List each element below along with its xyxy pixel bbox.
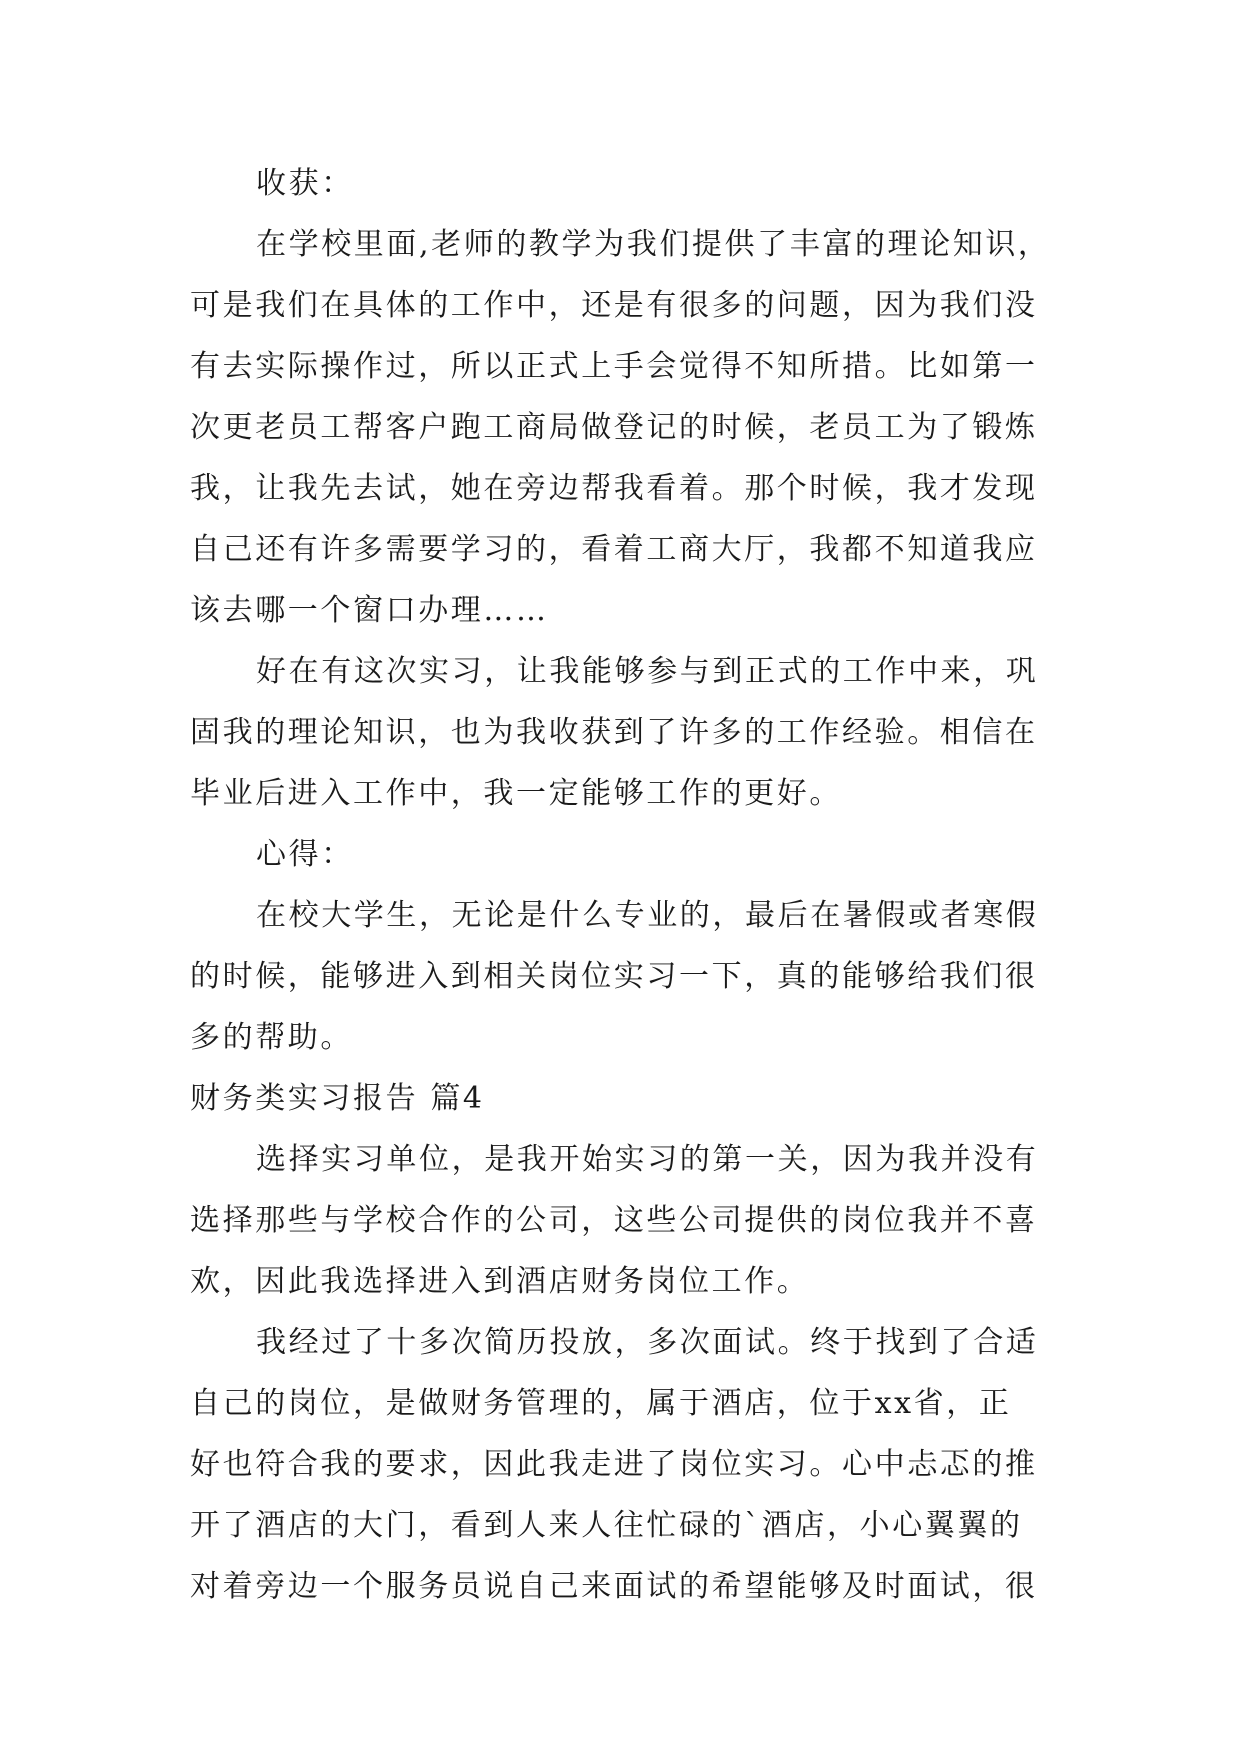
heading-experience: 心得： xyxy=(256,837,354,872)
paragraph-line: 毕业后进入工作中，我一定能够工作的更好。 xyxy=(190,776,842,811)
paragraph-line: 我，让我先去试，她在旁边帮我看着。那个时候，我才发现 xyxy=(190,471,1038,506)
paragraph-line: 对着旁边一个服务员说自己来面试的希望能够及时面试，很 xyxy=(190,1569,1038,1604)
paragraph-line: 在校大学生，无论是什么专业的，最后在暑假或者寒假 xyxy=(256,898,1039,933)
paragraph-line: 固我的理论知识，也为我收获到了许多的工作经验。相信在 xyxy=(190,715,1038,750)
paragraph-line: 自己还有许多需要学习的，看着工商大厅，我都不知道我应 xyxy=(190,532,1038,567)
paragraph-line: 次更老员工帮客户跑工商局做登记的时候，老员工为了锻炼 xyxy=(190,410,1038,445)
paragraph-line: 选择实习单位，是我开始实习的第一关，因为我并没有 xyxy=(256,1142,1039,1177)
paragraph-line: 可是我们在具体的工作中，还是有很多的问题，因为我们没 xyxy=(190,288,1038,323)
paragraph-line: 好在有这次实习，让我能够参与到正式的工作中来，巩 xyxy=(256,654,1039,689)
heading-harvest: 收获： xyxy=(256,166,354,201)
paragraph-line: 该去哪一个窗口办理…… xyxy=(190,593,549,628)
paragraph-line: 自己的岗位，是做财务管理的，属于酒店，位于xx省，正 xyxy=(190,1386,1012,1421)
paragraph-line: 有去实际操作过，所以正式上手会觉得不知所措。比如第一 xyxy=(190,349,1038,384)
paragraph-line: 选择那些与学校合作的公司，这些公司提供的岗位我并不喜 xyxy=(190,1203,1038,1238)
paragraph-line: 我经过了十多次简历投放，多次面试。终于找到了合适 xyxy=(256,1325,1039,1360)
section-title: 财务类实习报告 篇4 xyxy=(190,1081,485,1116)
paragraph-line: 好也符合我的要求，因此我走进了岗位实习。心中忐忑的推 xyxy=(190,1447,1038,1482)
paragraph-line: 多的帮助。 xyxy=(190,1020,353,1055)
paragraph-line: 在学校里面,老师的教学为我们提供了丰富的理论知识， xyxy=(256,227,1051,262)
paragraph-line: 的时候，能够进入到相关岗位实习一下，真的能够给我们很 xyxy=(190,959,1038,994)
paragraph-line: 开了酒店的大门，看到人来人往忙碌的`酒店，小心翼翼的 xyxy=(190,1508,1023,1543)
paragraph-line: 欢，因此我选择进入到酒店财务岗位工作。 xyxy=(190,1264,810,1299)
